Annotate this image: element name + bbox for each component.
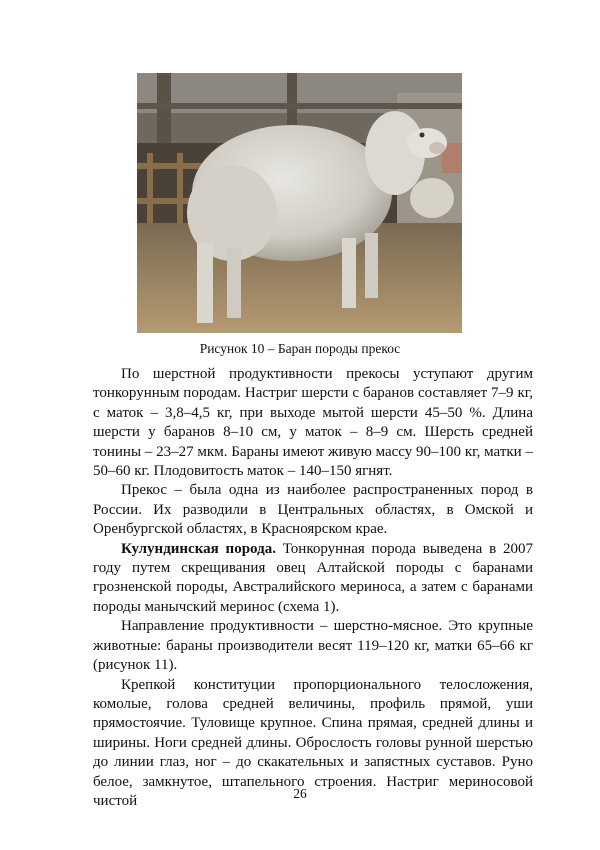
page-number: 26 xyxy=(293,786,307,801)
paragraph xyxy=(93,365,533,481)
figure-caption: Рисунок 10 – Баран породы прекос xyxy=(199,341,401,356)
paragraph-text: Направление продуктивности – шерстно-мясное. Это крупные животные: бараны производители весят 119–120 кг, матки 65–66 кг (рисунок 11). xyxy=(93,618,533,674)
paragraph-text: Крепкой конституции пропорционального телосложения, комолые, голова средней величины, профиль прямой, уши прямостоячие. Туловище крупное. Спина прямая, средней длины и ширины. Ноги средней длины. Оброслость головы рунной шерстью до линии глаз, ног – до скакательных и запястных суставов. Руно белое, замкнутое, штапельного строения. Настриг мериносовой чистой xyxy=(93,676,533,809)
paragraph xyxy=(93,617,533,675)
paragraph-text: Прекос – была одна из наиболее распространенных пород в России. Их разводили в Центральных областях, в Омской и Оренбургской областях, в Красноярском крае. xyxy=(93,482,533,538)
paragraph xyxy=(93,481,533,539)
paragraph-text: По шерстной продуктивности прекосы уступают другим тонкорунным породам. Настриг шерсти с баранов составляет 7–9 кг, с маток – 3,8–4,5 кг, при выходе мытой шерсти 45–50 %. Длина шерсти у баранов 8–10 см, у маток – 8–9 см. Шерсть средней тонины – 23–27 мкм. Бараны имеют живую массу 90–100 кг, матки – 50–60 кг. Плодовитость маток – 140–150 ягнят. xyxy=(93,366,533,480)
body-text xyxy=(93,365,533,811)
paragraph-text: Тонкорунная порода выведена в 2007 году путем скрещивания овец Алтайской породы с баранами грозненской породы, Австралийского мериноса, а затем с баранами породы манычский меринос (схема 1). xyxy=(93,540,534,615)
paragraph xyxy=(93,540,533,618)
paragraph-lead: Кулундинская порода. xyxy=(121,540,276,557)
sheep-photo xyxy=(137,73,462,333)
